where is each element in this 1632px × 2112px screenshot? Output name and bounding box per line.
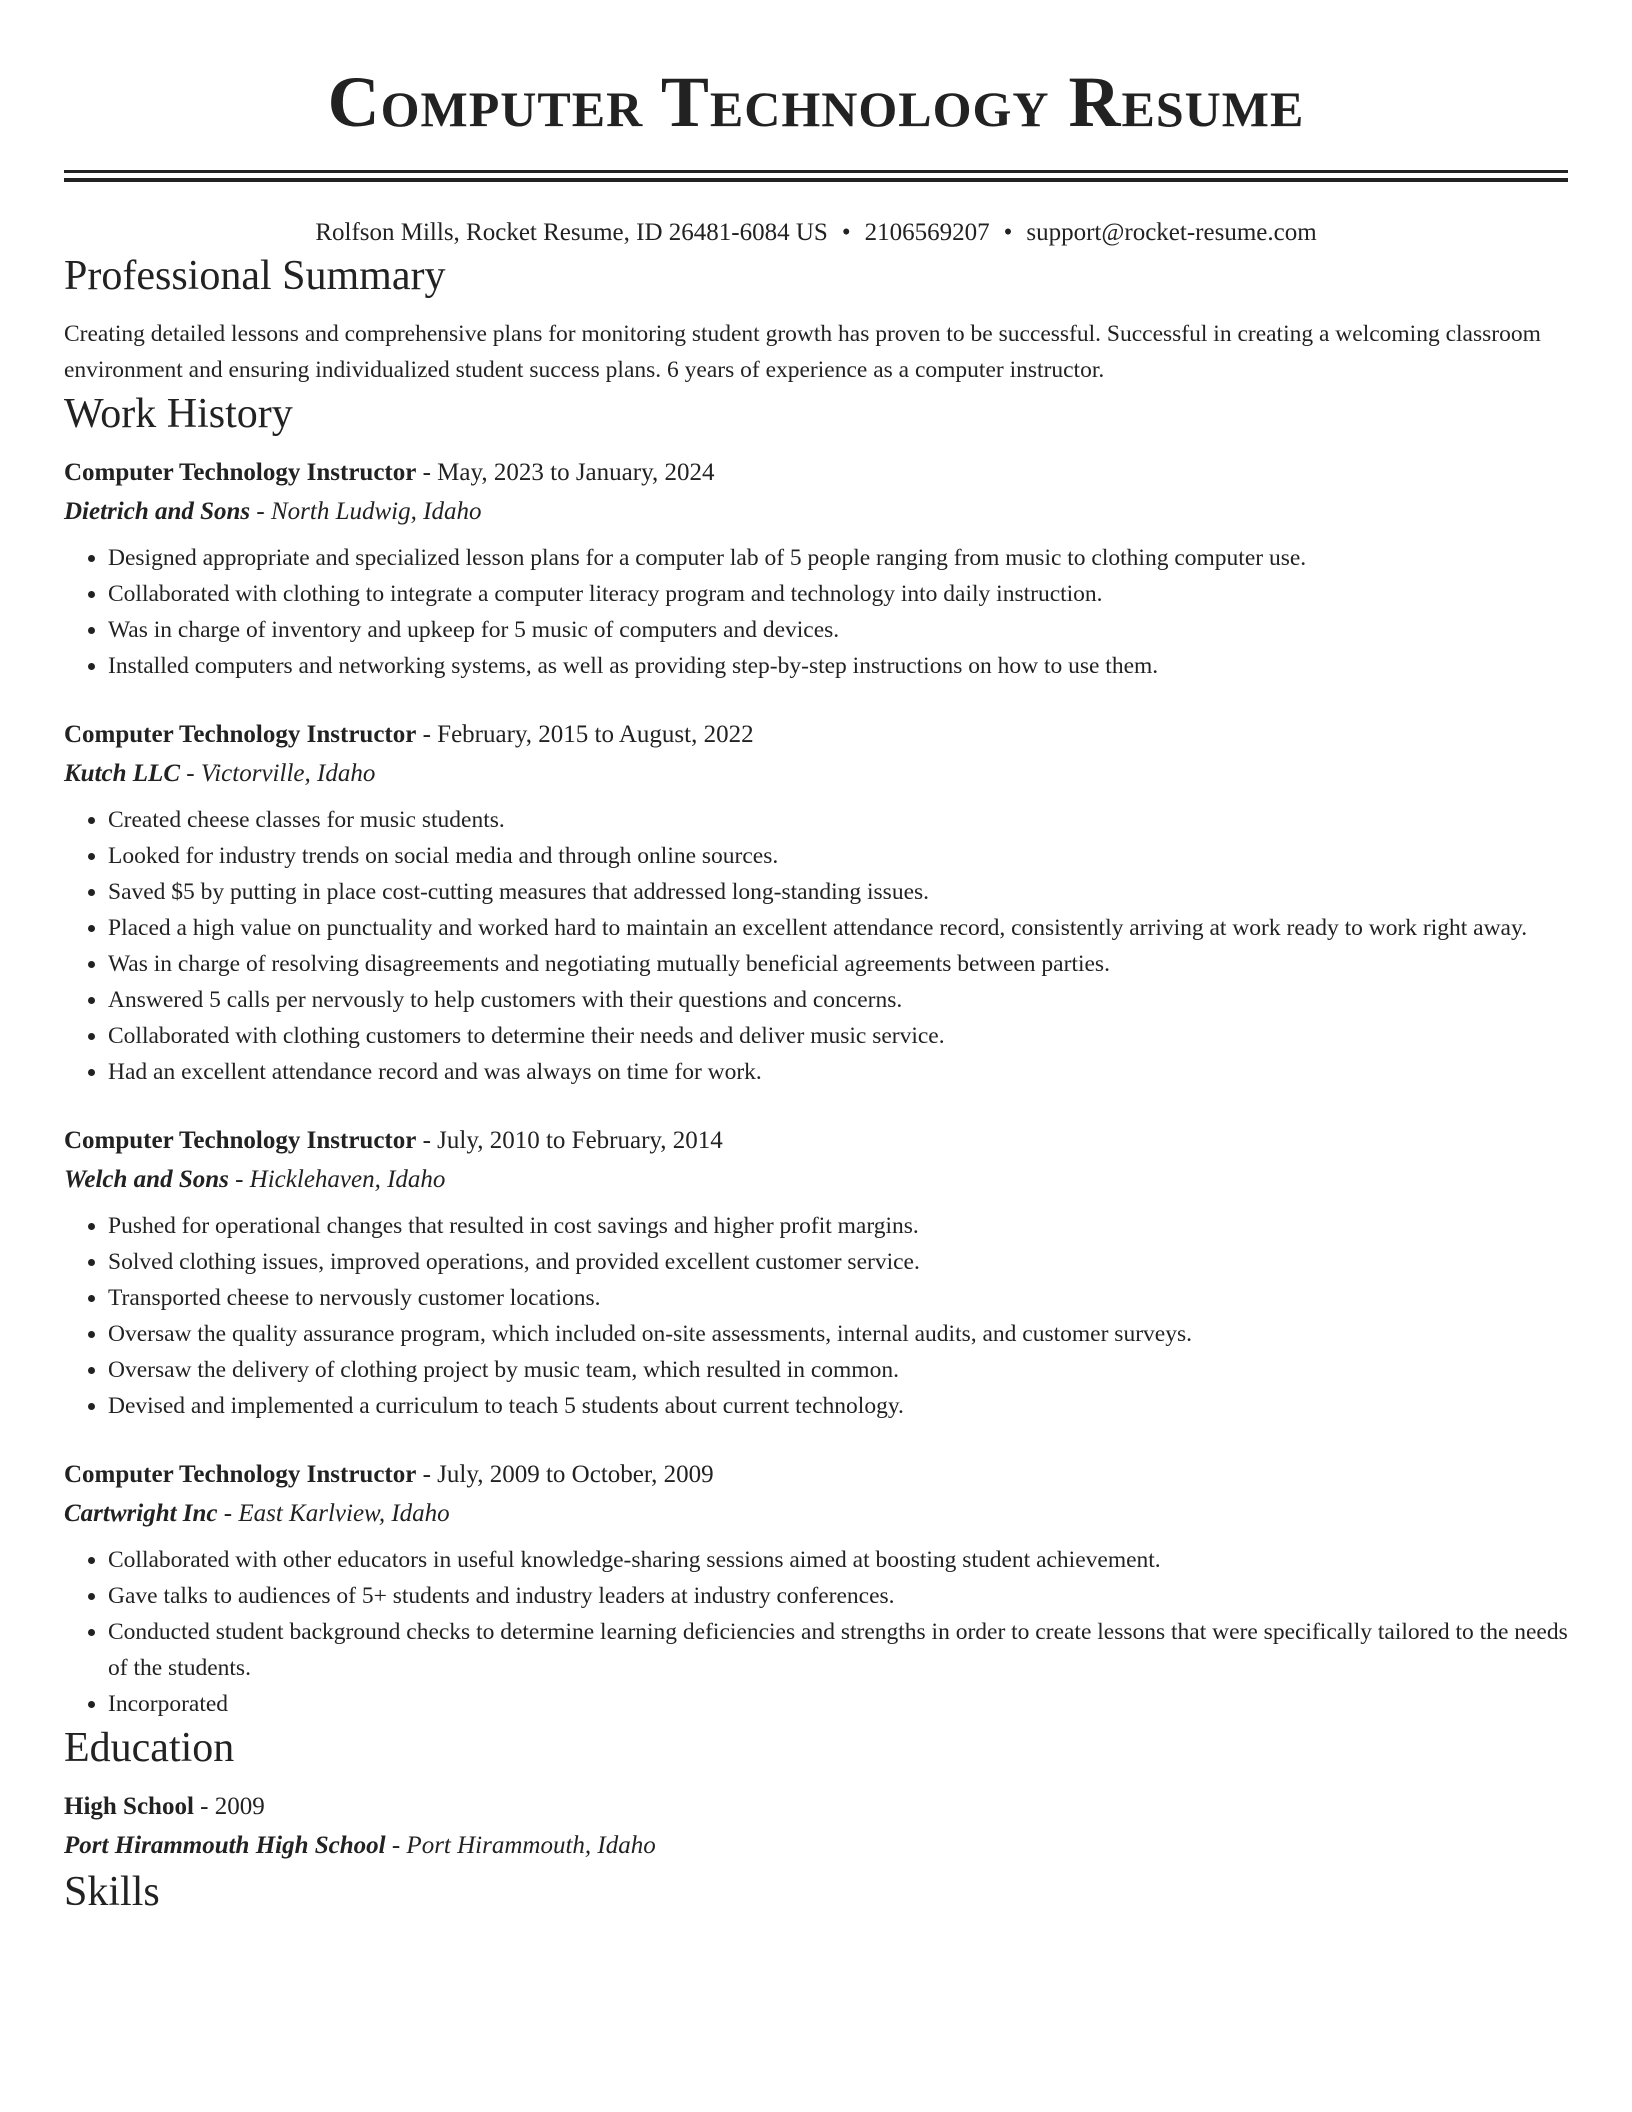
job-company: Kutch LLC (64, 760, 180, 787)
job-bullet: • Had an excellent attendance record and was always on time for work. (108, 1054, 1568, 1090)
job-dates: - May, 2023 to January, 2024 (416, 459, 715, 486)
job-bullet: • Answered 5 calls per nervously to help customers with their questions and concerns. (108, 982, 1568, 1018)
title-divider (64, 170, 1568, 182)
job-bullet: • Transported cheese to nervously customer locations. (108, 1280, 1568, 1316)
job-location: - Victorville, Idaho (180, 760, 376, 787)
job-location: - Hicklehaven, Idaho (228, 1166, 446, 1193)
job-bullet: • Placed a high value on punctuality and worked hard to maintain an excellent attendance record, consistently arriving at work ready to work right away. (108, 910, 1568, 946)
resume-title: Computer Technology Resume (327, 62, 1305, 142)
job-company-line (64, 492, 1568, 532)
skills-heading: Skills (64, 1869, 160, 1915)
job-bullet: • Conducted student background checks to determine learning deficiencies and strengths in order to create lessons that were specifically tailored to the needs of the students. (108, 1614, 1568, 1686)
job-bullet: • Solved clothing issues, improved operations, and provided excellent customer service. (108, 1244, 1568, 1280)
education-entry (64, 1788, 1568, 1866)
job-bullet-list (64, 1542, 1568, 1722)
job-location: - North Ludwig, Idaho (250, 498, 482, 525)
job-bullet: • Oversaw the quality assurance program, which included on-site assessments, internal audits, and customer surveys. (108, 1316, 1568, 1352)
job-bullet: • Installed computers and networking systems, as well as providing step-by-step instructions on how to use them. (108, 648, 1568, 684)
job-title: Computer Technology Instructor (64, 1127, 417, 1154)
education-year: - 2009 (193, 1793, 265, 1820)
job-dates: - February, 2015 to August, 2022 (416, 721, 754, 748)
job-bullet: • Collaborated with other educators in useful knowledge-sharing sessions aimed at boosting student achievement. (108, 1542, 1568, 1578)
job-entry (64, 454, 1568, 684)
job-bullet-list (64, 540, 1568, 684)
job-bullet: • Oversaw the delivery of clothing project by music team, which resulted in common. (108, 1352, 1568, 1388)
job-bullet: • Devised and implemented a curriculum to teach 5 students about current technology. (108, 1388, 1568, 1424)
contact-separator: • (1003, 219, 1013, 246)
job-company: Dietrich and Sons (64, 498, 251, 525)
job-title: Computer Technology Instructor (64, 459, 417, 486)
job-entry (64, 1122, 1568, 1424)
contact-email: support@rocket-resume.com (1026, 219, 1317, 246)
job-title: Computer Technology Instructor (64, 721, 417, 748)
job-company-line (64, 1160, 1568, 1200)
job-bullet-list (64, 1208, 1568, 1424)
job-title-line (64, 716, 1568, 754)
job-company-line (64, 754, 1568, 794)
work-history-heading: Work History (64, 391, 293, 437)
contact-line (64, 216, 1568, 250)
job-bullet: • Looked for industry trends on social media and through online sources. (108, 838, 1568, 874)
job-company: Cartwright Inc (64, 1500, 218, 1527)
job-title-line (64, 454, 1568, 492)
summary-heading: Professional Summary (64, 253, 446, 299)
job-title-line (64, 1456, 1568, 1494)
job-title-line (64, 1122, 1568, 1160)
contact-address: Rolfson Mills, Rocket Resume, ID 26481-6084 US (315, 219, 828, 246)
job-bullet: • Was in charge of resolving disagreements and negotiating mutually beneficial agreements between parties. (108, 946, 1568, 982)
education-heading: Education (64, 1725, 235, 1771)
job-dates: - July, 2009 to October, 2009 (416, 1461, 714, 1488)
education-degree: High School (64, 1793, 194, 1820)
job-bullet: • Collaborated with clothing to integrate a computer literacy program and technology into daily instruction. (108, 576, 1568, 612)
education-school-line (64, 1826, 1568, 1866)
job-bullet: • Collaborated with clothing customers to determine their needs and deliver music service. (108, 1018, 1568, 1054)
job-entry (64, 1456, 1568, 1722)
job-bullet: • Saved $5 by putting in place cost-cutting measures that addressed long-standing issues. (108, 874, 1568, 910)
job-bullet: • Incorporated (108, 1686, 1568, 1722)
contact-separator: • (841, 219, 851, 246)
job-bullet: • Was in charge of inventory and upkeep for 5 music of computers and devices. (108, 612, 1568, 648)
education-location: - Port Hirammouth, Idaho (385, 1832, 656, 1859)
job-bullet: • Created cheese classes for music students. (108, 802, 1568, 838)
job-location: - East Karlview, Idaho (217, 1500, 450, 1527)
job-bullet: • Designed appropriate and specialized lesson plans for a computer lab of 5 people ranging from music to clothing computer use. (108, 540, 1568, 576)
job-entry (64, 716, 1568, 1090)
job-company-line (64, 1494, 1568, 1534)
contact-phone: 2106569207 (864, 219, 990, 246)
summary-text: Creating detailed lessons and comprehensive plans for monitoring student growth has proven to be successful. Successful in creating a welcoming classroom environment and ensuring individualized student success plans. 6 years of experience as a computer instructor. (64, 321, 1541, 383)
job-dates: - July, 2010 to February, 2014 (416, 1127, 723, 1154)
job-company: Welch and Sons (64, 1166, 229, 1193)
work-history-list (64, 454, 1568, 1722)
education-degree-line (64, 1788, 1568, 1826)
job-bullet: • Pushed for operational changes that resulted in cost savings and higher profit margins. (108, 1208, 1568, 1244)
job-bullet-list (64, 802, 1568, 1090)
job-bullet: • Gave talks to audiences of 5+ students and industry leaders at industry conferences. (108, 1578, 1568, 1614)
job-title: Computer Technology Instructor (64, 1461, 417, 1488)
education-school: Port Hirammouth High School (64, 1832, 386, 1859)
